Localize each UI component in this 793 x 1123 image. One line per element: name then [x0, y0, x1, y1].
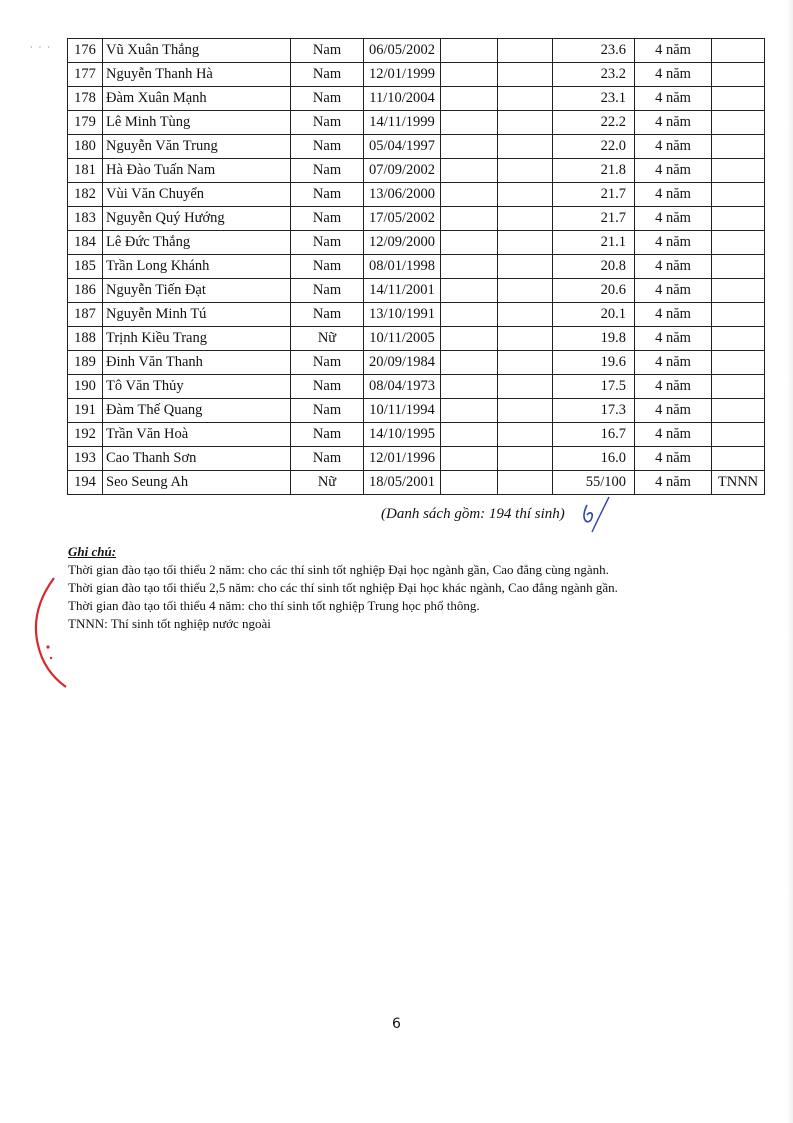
row-number-cell: 184	[68, 231, 103, 255]
note-cell	[712, 423, 765, 447]
training-duration-cell: 4 năm	[635, 351, 712, 375]
birth-date-cell: 06/05/2002	[364, 39, 441, 63]
full-name-cell: Đàm Thế Quang	[103, 399, 291, 423]
empty-cell	[441, 255, 498, 279]
training-duration-cell: 4 năm	[635, 231, 712, 255]
row-number-cell: 183	[68, 207, 103, 231]
score-cell: 22.2	[553, 111, 635, 135]
full-name-cell: Nguyễn Tiến Đạt	[103, 279, 291, 303]
row-number-cell: 179	[68, 111, 103, 135]
birth-date-cell: 10/11/1994	[364, 399, 441, 423]
note-cell	[712, 303, 765, 327]
note-cell	[712, 231, 765, 255]
training-duration-cell: 4 năm	[635, 303, 712, 327]
birth-date-cell: 18/05/2001	[364, 471, 441, 495]
score-cell: 21.1	[553, 231, 635, 255]
row-number-cell: 178	[68, 87, 103, 111]
empty-cell	[441, 183, 498, 207]
table-row	[68, 111, 765, 135]
empty-cell	[498, 39, 553, 63]
notes-section	[68, 543, 618, 633]
table-row	[68, 39, 765, 63]
full-name-cell: Trần Long Khánh	[103, 255, 291, 279]
note-cell	[712, 351, 765, 375]
table-row	[68, 447, 765, 471]
birth-date-cell: 12/01/1996	[364, 447, 441, 471]
row-number-cell: 190	[68, 375, 103, 399]
total-count-note: (Danh sách gồm: 194 thí sinh)	[381, 506, 565, 522]
table-row	[68, 351, 765, 375]
red-stamp-edge	[28, 575, 73, 690]
training-duration-cell: 4 năm	[635, 207, 712, 231]
notes-line: TNNN: Thí sinh tốt nghiệp nước ngoài	[68, 616, 271, 631]
training-duration-cell: 4 năm	[635, 471, 712, 495]
table-row	[68, 135, 765, 159]
row-number-cell: 188	[68, 327, 103, 351]
empty-cell	[498, 375, 553, 399]
candidate-table-body	[68, 39, 765, 495]
birth-date-cell: 13/10/1991	[364, 303, 441, 327]
birth-date-cell: 12/01/1999	[364, 63, 441, 87]
table-row	[68, 279, 765, 303]
gender-cell: Nam	[291, 39, 364, 63]
page-number: 6	[392, 1016, 401, 1032]
empty-cell	[441, 351, 498, 375]
empty-cell	[498, 135, 553, 159]
gender-cell: Nữ	[291, 471, 364, 495]
row-number-cell: 194	[68, 471, 103, 495]
table-row	[68, 327, 765, 351]
score-cell: 16.7	[553, 423, 635, 447]
notes-line: Thời gian đào tạo tối thiểu 2,5 năm: cho các thí sinh tốt nghiệp Đại học khác ngành, Cao đẳng ngành gần.	[68, 580, 618, 595]
row-number-cell: 180	[68, 135, 103, 159]
row-number-cell: 177	[68, 63, 103, 87]
table-row	[68, 423, 765, 447]
full-name-cell: Nguyễn Minh Tú	[103, 303, 291, 327]
note-cell	[712, 279, 765, 303]
empty-cell	[441, 135, 498, 159]
gender-cell: Nam	[291, 279, 364, 303]
page-edge-shadow	[787, 0, 793, 1123]
gender-cell: Nam	[291, 375, 364, 399]
full-name-cell: Đàm Xuân Mạnh	[103, 87, 291, 111]
score-cell: 23.1	[553, 87, 635, 111]
table-row	[68, 87, 765, 111]
score-cell: 20.6	[553, 279, 635, 303]
note-cell	[712, 87, 765, 111]
gender-cell: Nam	[291, 447, 364, 471]
notes-line: Thời gian đào tạo tối thiểu 4 năm: cho thí sinh tốt nghiệp Trung học phổ thông.	[68, 598, 480, 613]
full-name-cell: Hà Đào Tuấn Nam	[103, 159, 291, 183]
candidate-table	[67, 38, 765, 495]
birth-date-cell: 14/11/1999	[364, 111, 441, 135]
row-number-cell: 181	[68, 159, 103, 183]
training-duration-cell: 4 năm	[635, 327, 712, 351]
score-cell: 19.6	[553, 351, 635, 375]
empty-cell	[441, 231, 498, 255]
birth-date-cell: 14/10/1995	[364, 423, 441, 447]
row-number-cell: 193	[68, 447, 103, 471]
gender-cell: Nam	[291, 231, 364, 255]
training-duration-cell: 4 năm	[635, 111, 712, 135]
full-name-cell: Lê Minh Tùng	[103, 111, 291, 135]
notes-line: Thời gian đào tạo tối thiểu 2 năm: cho các thí sinh tốt nghiệp Đại học ngành gần, Cao đẳng cùng ngành.	[68, 562, 609, 577]
row-number-cell: 187	[68, 303, 103, 327]
empty-cell	[498, 207, 553, 231]
score-cell: 20.8	[553, 255, 635, 279]
empty-cell	[498, 279, 553, 303]
birth-date-cell: 08/04/1973	[364, 375, 441, 399]
score-cell: 21.7	[553, 183, 635, 207]
training-duration-cell: 4 năm	[635, 135, 712, 159]
gender-cell: Nam	[291, 351, 364, 375]
gender-cell: Nam	[291, 159, 364, 183]
training-duration-cell: 4 năm	[635, 87, 712, 111]
full-name-cell: Cao Thanh Sơn	[103, 447, 291, 471]
empty-cell	[498, 183, 553, 207]
empty-cell	[441, 447, 498, 471]
row-number-cell: 191	[68, 399, 103, 423]
birth-date-cell: 11/10/2004	[364, 87, 441, 111]
note-cell	[712, 399, 765, 423]
table-row	[68, 183, 765, 207]
score-cell: 23.6	[553, 39, 635, 63]
empty-cell	[441, 327, 498, 351]
empty-cell	[441, 423, 498, 447]
empty-cell	[498, 231, 553, 255]
empty-cell	[498, 63, 553, 87]
empty-cell	[441, 87, 498, 111]
empty-cell	[498, 255, 553, 279]
table-row	[68, 399, 765, 423]
empty-cell	[498, 87, 553, 111]
empty-cell	[498, 327, 553, 351]
gender-cell: Nam	[291, 87, 364, 111]
full-name-cell: Vũ Xuân Thắng	[103, 39, 291, 63]
training-duration-cell: 4 năm	[635, 279, 712, 303]
empty-cell	[498, 399, 553, 423]
table-row	[68, 63, 765, 87]
birth-date-cell: 17/05/2002	[364, 207, 441, 231]
full-name-cell: Nguyễn Văn Trung	[103, 135, 291, 159]
row-number-cell: 185	[68, 255, 103, 279]
note-cell	[712, 39, 765, 63]
gender-cell: Nam	[291, 111, 364, 135]
table-row	[68, 159, 765, 183]
empty-cell	[441, 303, 498, 327]
birth-date-cell: 13/06/2000	[364, 183, 441, 207]
gender-cell: Nam	[291, 207, 364, 231]
empty-cell	[441, 159, 498, 183]
score-cell: 19.8	[553, 327, 635, 351]
full-name-cell: Nguyễn Quý Hướng	[103, 207, 291, 231]
note-cell	[712, 63, 765, 87]
score-cell: 21.7	[553, 207, 635, 231]
row-number-cell: 176	[68, 39, 103, 63]
empty-cell	[441, 471, 498, 495]
gender-cell: Nam	[291, 399, 364, 423]
note-cell	[712, 447, 765, 471]
empty-cell	[441, 279, 498, 303]
full-name-cell: Lê Đức Thắng	[103, 231, 291, 255]
birth-date-cell: 05/04/1997	[364, 135, 441, 159]
score-cell: 22.0	[553, 135, 635, 159]
signature-initials-mark	[574, 495, 614, 535]
empty-cell	[498, 423, 553, 447]
birth-date-cell: 20/09/1984	[364, 351, 441, 375]
training-duration-cell: 4 năm	[635, 399, 712, 423]
notes-title: Ghi chú:	[68, 544, 117, 559]
gender-cell: Nam	[291, 135, 364, 159]
training-duration-cell: 4 năm	[635, 159, 712, 183]
empty-cell	[498, 471, 553, 495]
empty-cell	[498, 303, 553, 327]
training-duration-cell: 4 năm	[635, 183, 712, 207]
empty-cell	[441, 111, 498, 135]
note-cell	[712, 183, 765, 207]
birth-date-cell: 14/11/2001	[364, 279, 441, 303]
note-cell	[712, 159, 765, 183]
training-duration-cell: 4 năm	[635, 255, 712, 279]
empty-cell	[498, 351, 553, 375]
training-duration-cell: 4 năm	[635, 63, 712, 87]
note-cell: TNNN	[712, 471, 765, 495]
full-name-cell: Nguyễn Thanh Hà	[103, 63, 291, 87]
empty-cell	[498, 159, 553, 183]
table-row	[68, 471, 765, 495]
empty-cell	[498, 447, 553, 471]
score-cell: 55/100	[553, 471, 635, 495]
row-number-cell: 189	[68, 351, 103, 375]
birth-date-cell: 08/01/1998	[364, 255, 441, 279]
training-duration-cell: 4 năm	[635, 447, 712, 471]
empty-cell	[498, 111, 553, 135]
training-duration-cell: 4 năm	[635, 423, 712, 447]
table-row	[68, 255, 765, 279]
row-number-cell: 192	[68, 423, 103, 447]
full-name-cell: Tô Văn Thủy	[103, 375, 291, 399]
table-row	[68, 303, 765, 327]
empty-cell	[441, 399, 498, 423]
table-row	[68, 375, 765, 399]
note-cell	[712, 255, 765, 279]
full-name-cell: Vùi Văn Chuyển	[103, 183, 291, 207]
empty-cell	[441, 63, 498, 87]
table-row	[68, 207, 765, 231]
note-cell	[712, 111, 765, 135]
score-cell: 23.2	[553, 63, 635, 87]
score-cell: 16.0	[553, 447, 635, 471]
score-cell: 20.1	[553, 303, 635, 327]
row-number-cell: 182	[68, 183, 103, 207]
empty-cell	[441, 375, 498, 399]
empty-cell	[441, 39, 498, 63]
row-number-cell: 186	[68, 279, 103, 303]
full-name-cell: Trịnh Kiều Trang	[103, 327, 291, 351]
note-cell	[712, 375, 765, 399]
gender-cell: Nam	[291, 183, 364, 207]
training-duration-cell: 4 năm	[635, 375, 712, 399]
table-row	[68, 231, 765, 255]
full-name-cell: Seo Seung Ah	[103, 471, 291, 495]
score-cell: 21.8	[553, 159, 635, 183]
note-cell	[712, 327, 765, 351]
scan-artifact-mark: · · ·	[30, 43, 52, 52]
birth-date-cell: 10/11/2005	[364, 327, 441, 351]
empty-cell	[441, 207, 498, 231]
full-name-cell: Đinh Văn Thanh	[103, 351, 291, 375]
score-cell: 17.5	[553, 375, 635, 399]
gender-cell: Nam	[291, 423, 364, 447]
birth-date-cell: 07/09/2002	[364, 159, 441, 183]
birth-date-cell: 12/09/2000	[364, 231, 441, 255]
note-cell	[712, 135, 765, 159]
training-duration-cell: 4 năm	[635, 39, 712, 63]
full-name-cell: Trần Văn Hoà	[103, 423, 291, 447]
gender-cell: Nam	[291, 303, 364, 327]
gender-cell: Nam	[291, 255, 364, 279]
gender-cell: Nữ	[291, 327, 364, 351]
score-cell: 17.3	[553, 399, 635, 423]
gender-cell: Nam	[291, 63, 364, 87]
note-cell	[712, 207, 765, 231]
